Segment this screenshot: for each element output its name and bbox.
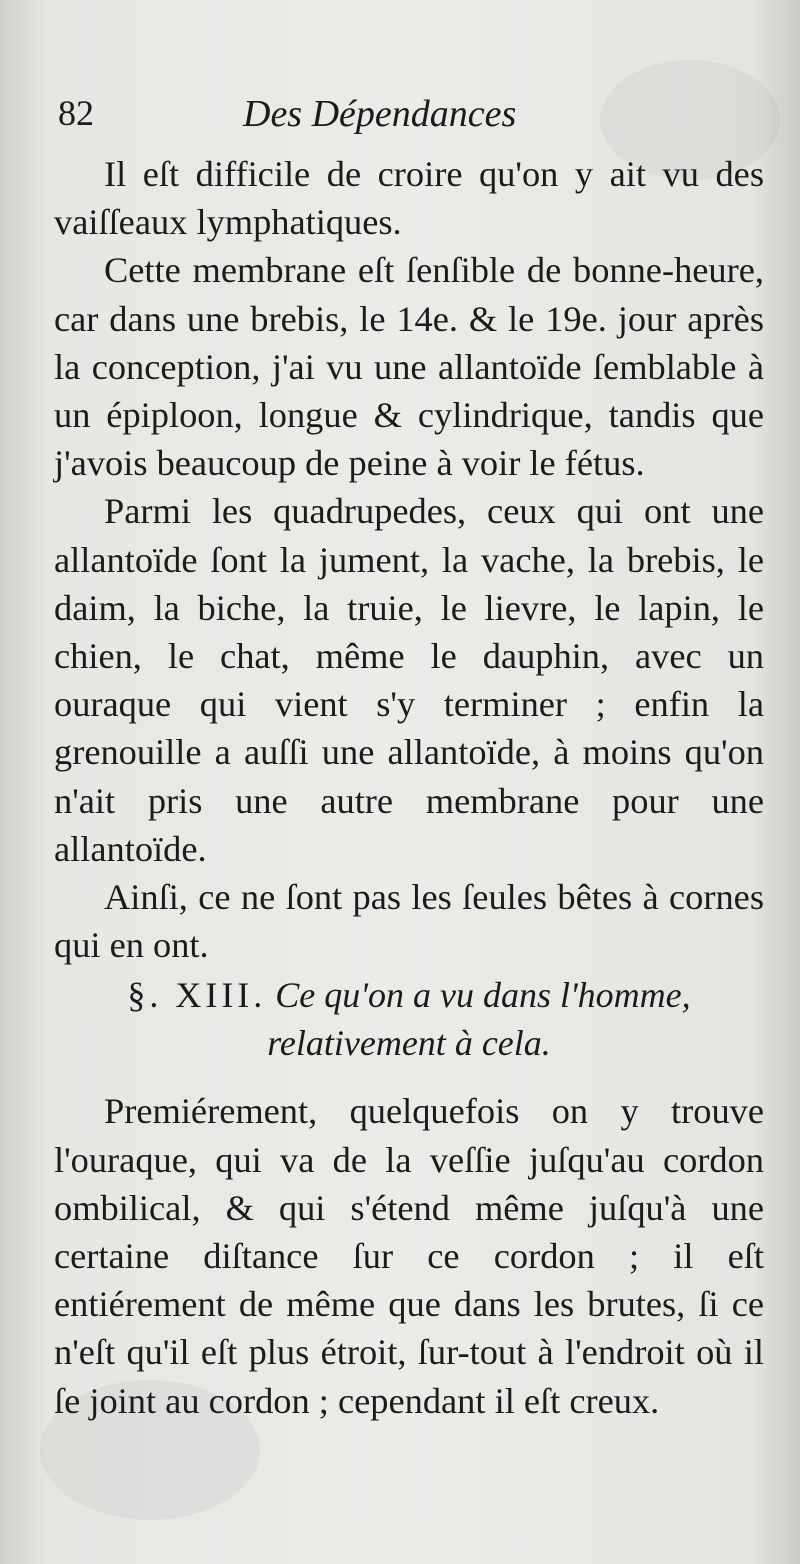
paragraph: Ainſi, ce ne ſont pas les ſeules bêtes à cornes qui en ont.	[54, 877, 764, 966]
section-title-line1: Ce qu'on a vu dans l'homme,	[275, 975, 691, 1016]
page-header	[58, 92, 768, 142]
section-title-line2: relativement à cela.	[267, 1023, 551, 1064]
page-body	[54, 150, 764, 1425]
paragraph: Parmi les quadrupedes, ceux qui ont une allantoïde ſont la jument, la vache, la brebis, le daim, la biche, la truie, le lievre, le lapin, le chien, le chat, même le dauphin, avec un ouraque qui vient s'y terminer ; enfin la grenouille a auſſi une allantoïde, à moins qu'on n'ait pris une autre membrane pour une allantoïde.	[54, 491, 764, 869]
page-number: 82	[58, 93, 94, 133]
paragraph: Cette membrane eſt ſenſible de bonne-heure, car dans une brebis, le 14e. & le 19e. jour après la conception, j'ai vu une allantoïde ſemblable à un épiploon, longue & cylindrique, tandis que j'avois beaucoup de peine à voir le fétus.	[54, 250, 764, 484]
paragraph: Premiérement, quelquefois on y trouve l'ouraque, qui va de la veſſie juſqu'au cordon ombilical, & qui s'étend même juſqu'à une certaine diſtance ſur ce cordon ; il eſt entiérement de même que dans les brutes, ſi ce n'eſt qu'il eſt plus étroit, ſur-tout à l'endroit où il ſe joint au cordon ; cependant il eſt creux.	[54, 1091, 764, 1421]
section-heading	[54, 971, 764, 1067]
section-number: §. XIII.	[127, 975, 267, 1016]
paragraph: Il eſt difficile de croire qu'on y ait vu des vaiſſeaux lymphatiques.	[54, 154, 764, 243]
running-title: Des Dépendances	[243, 93, 517, 135]
